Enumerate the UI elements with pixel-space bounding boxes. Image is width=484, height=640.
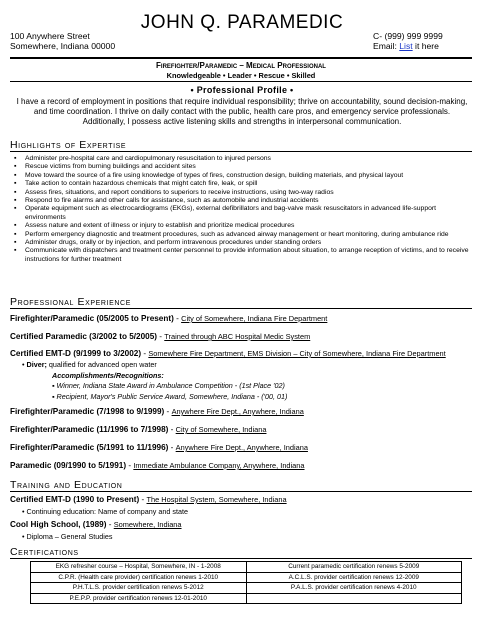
training-entry: Certified EMT-D (1990 to Present) - The Hospital System, Somewhere, Indiana bbox=[10, 495, 287, 504]
table-cell: P.E.P.P. provider certification renews 12-01-2010 bbox=[31, 593, 247, 604]
experience-entry: Firefighter/Paramedic (7/1998 to 9/1999) - Anywhere Fire Dept., Anywhere, Indiana bbox=[10, 407, 304, 416]
training-detail-text: Continuing education: Name of company and state bbox=[26, 507, 188, 516]
table-row bbox=[31, 593, 462, 604]
job-org: Somewhere Fire Department, EMS Division – City of Somewhere, Indiana Fire Department bbox=[148, 349, 446, 358]
banner-tags: Knowledgeable • Leader • Rescue • Skilled bbox=[166, 71, 316, 80]
title-banner bbox=[10, 57, 472, 82]
experience-heading: Professional Experience bbox=[10, 296, 472, 309]
job-org: City of Somewhere, Indiana bbox=[175, 425, 267, 434]
training-detail-text: Diploma – General Studies bbox=[26, 532, 113, 541]
profile-text: I have a record of employment in positions that require individual responsibility; thrive on accountability, sound decision-making, and time coordination. I thrive on daily contact with the public, health care pros, and emergency service professionals. Additionally, I possess active listening skills and strengths in interpersonal communication. bbox=[16, 97, 468, 126]
table-cell: P.H.T.L.S. provider certification renews 5-2012 bbox=[31, 583, 247, 594]
training-detail: • Continuing education: Name of company and state bbox=[22, 507, 188, 516]
experience-entry: Paramedic (09/1990 to 5/1991) - Immediate Ambulance Company, Anywhere, Indiana bbox=[10, 461, 305, 470]
highlights-list bbox=[14, 155, 470, 264]
job-title: Certified EMT-D (9/1999 to 3/2002) bbox=[10, 349, 142, 358]
table-row bbox=[31, 572, 462, 583]
job-org: Anywhere Fire Dept., Anywhere, Indiana bbox=[171, 407, 304, 416]
table-cell: Current paramedic certification renews 5-2009 bbox=[246, 562, 462, 573]
experience-entry: Firefighter/Paramedic (5/1991 to 11/1996) - Anywhere Fire Dept., Anywhere, Indiana bbox=[10, 443, 308, 452]
job-org: Anywhere Fire Dept., Anywhere, Indiana bbox=[175, 443, 308, 452]
email-prefix: Email: bbox=[373, 41, 397, 51]
list-item: ▪ Respond to fire alarms and other calls for assistance, such as automobile and industrial accidents bbox=[14, 197, 470, 205]
training-org: Somewhere, Indiana bbox=[113, 520, 182, 529]
job-org: City of Somewhere, Indiana Fire Department bbox=[181, 314, 328, 323]
training-title: Certified EMT-D (1990 to Present) bbox=[10, 495, 140, 504]
email-link[interactable]: List bbox=[399, 41, 413, 51]
job-title: Paramedic (09/1990 to 5/1991) bbox=[10, 461, 127, 470]
email-suffix: it here bbox=[415, 41, 439, 51]
diver-line: • Diver; qualified for advanced open water bbox=[22, 360, 157, 369]
address-line-1: 100 Anywhere Street bbox=[10, 31, 90, 41]
job-title: Certified Paramedic (3/2002 to 5/2005) bbox=[10, 332, 157, 341]
table-cell: A.C.L.S. provider certification renews 12-2009 bbox=[246, 572, 462, 583]
accomplishments-label: Accomplishments/Recognitions: bbox=[52, 371, 164, 380]
training-detail: • Diploma – General Studies bbox=[22, 532, 113, 541]
job-org: Trained through ABC Hospital Medic System bbox=[164, 332, 311, 341]
award-text: Winner, Indiana State Award in Ambulance Competition - (1st Place '02) bbox=[56, 381, 285, 390]
award-text: Recipient, Mayor's Public Service Award, Somewhere, Indiana - ('00, 01) bbox=[56, 392, 288, 401]
experience-entry: Firefighter/Paramedic (11/1996 to 7/1998) - City of Somewhere, Indiana bbox=[10, 425, 267, 434]
training-title: Cool High School, (1989) bbox=[10, 520, 107, 529]
profile-heading: • Professional Profile • bbox=[190, 85, 294, 95]
list-item: ▪ Take action to contain hazardous chemicals that might catch fire, leak, or spill bbox=[14, 180, 470, 188]
table-row bbox=[31, 562, 462, 573]
table-cell bbox=[246, 593, 462, 604]
phone-number: C- (999) 999 9999 bbox=[373, 31, 443, 41]
training-org: The Hospital System, Somewhere, Indiana bbox=[146, 495, 287, 504]
table-cell: C.P.R. (Health care provider) certification renews 1-2010 bbox=[31, 572, 247, 583]
contact-block bbox=[373, 31, 443, 51]
banner-title: Firefighter/Paramedic – Medical Professional bbox=[156, 61, 326, 70]
address-block bbox=[10, 31, 115, 51]
job-title: Firefighter/Paramedic (7/1998 to 9/1999) bbox=[10, 407, 165, 416]
job-title: Firefighter/Paramedic (5/1991 to 11/1996) bbox=[10, 443, 169, 452]
job-title: Firefighter/Paramedic (05/2005 to Present) bbox=[10, 314, 174, 323]
experience-entry: Certified EMT-D (9/1999 to 3/2002) - Somewhere Fire Department, EMS Division – City of Somewhere, Indiana Fire Department bbox=[10, 349, 446, 358]
list-item: ▪ Move toward the source of a fire using knowledge of types of fires, construction design, building materials, and physical layout bbox=[14, 172, 470, 180]
training-heading: Training and Education bbox=[10, 479, 472, 492]
list-item: ▪ Assess nature and extent of illness or injury to establish and prioritize medical procedures bbox=[14, 222, 470, 230]
list-item: ▪ Perform emergency diagnostic and treatment procedures, such as advanced airway management or heart monitoring, during ambulance ride bbox=[14, 231, 470, 239]
certifications-heading: Certifications bbox=[10, 546, 472, 559]
list-item: ▪ Administer drugs, orally or by injection, and perform intravenous procedures under standing orders bbox=[14, 239, 470, 247]
table-cell: P.A.L.S. provider certification renews 4-2010 bbox=[246, 583, 462, 594]
diver-text: qualified for advanced open water bbox=[46, 360, 157, 369]
email-line bbox=[373, 41, 443, 51]
resume-name: JOHN Q. PARAMEDIC bbox=[140, 12, 344, 33]
list-item: ▪ Assess fires, situations, and report conditions to superiors to receive instructions, using two-way radios bbox=[14, 189, 470, 197]
address-line-2: Somewhere, Indiana 00000 bbox=[10, 41, 116, 51]
list-item: ▪ Administer pre-hospital care and cardiopulmonary resuscitation to injured persons bbox=[14, 155, 470, 163]
job-org: Immediate Ambulance Company, Anywhere, Indiana bbox=[133, 461, 305, 470]
experience-entry: Certified Paramedic (3/2002 to 5/2005) - Trained through ABC Hospital Medic System bbox=[10, 332, 311, 341]
list-item: ▪ Communicate with dispatchers and treatment center personnel to provide information about situation, to arrange reception of victims, and to receive instructions for further treatment bbox=[14, 247, 470, 264]
table-cell: EKG refresher course – Hospital, Somewhere, IN - 1-2008 bbox=[31, 562, 247, 573]
highlights-heading: Highlights of Expertise bbox=[10, 139, 472, 152]
training-entry: Cool High School, (1989) - Somewhere, Indiana bbox=[10, 520, 182, 529]
list-item: ▪ Operate equipment such as electrocardiograms (EKGs), external defibrillators and bag-valve mask resuscitators in advanced life-support environments bbox=[14, 205, 470, 222]
table-row bbox=[31, 583, 462, 594]
experience-entry: Firefighter/Paramedic (05/2005 to Present) - City of Somewhere, Indiana Fire Department bbox=[10, 314, 328, 323]
award-line: ▪ Winner, Indiana State Award in Ambulance Competition - (1st Place '02) bbox=[52, 381, 285, 390]
job-title: Firefighter/Paramedic (11/1996 to 7/1998) bbox=[10, 425, 169, 434]
list-item: ▪ Rescue victims from burning buildings and accident sites bbox=[14, 163, 470, 171]
diver-label: Diver; bbox=[26, 360, 47, 369]
certifications-table bbox=[30, 561, 462, 604]
award-line: ▪ Recipient, Mayor's Public Service Award, Somewhere, Indiana - ('00, 01) bbox=[52, 392, 288, 401]
